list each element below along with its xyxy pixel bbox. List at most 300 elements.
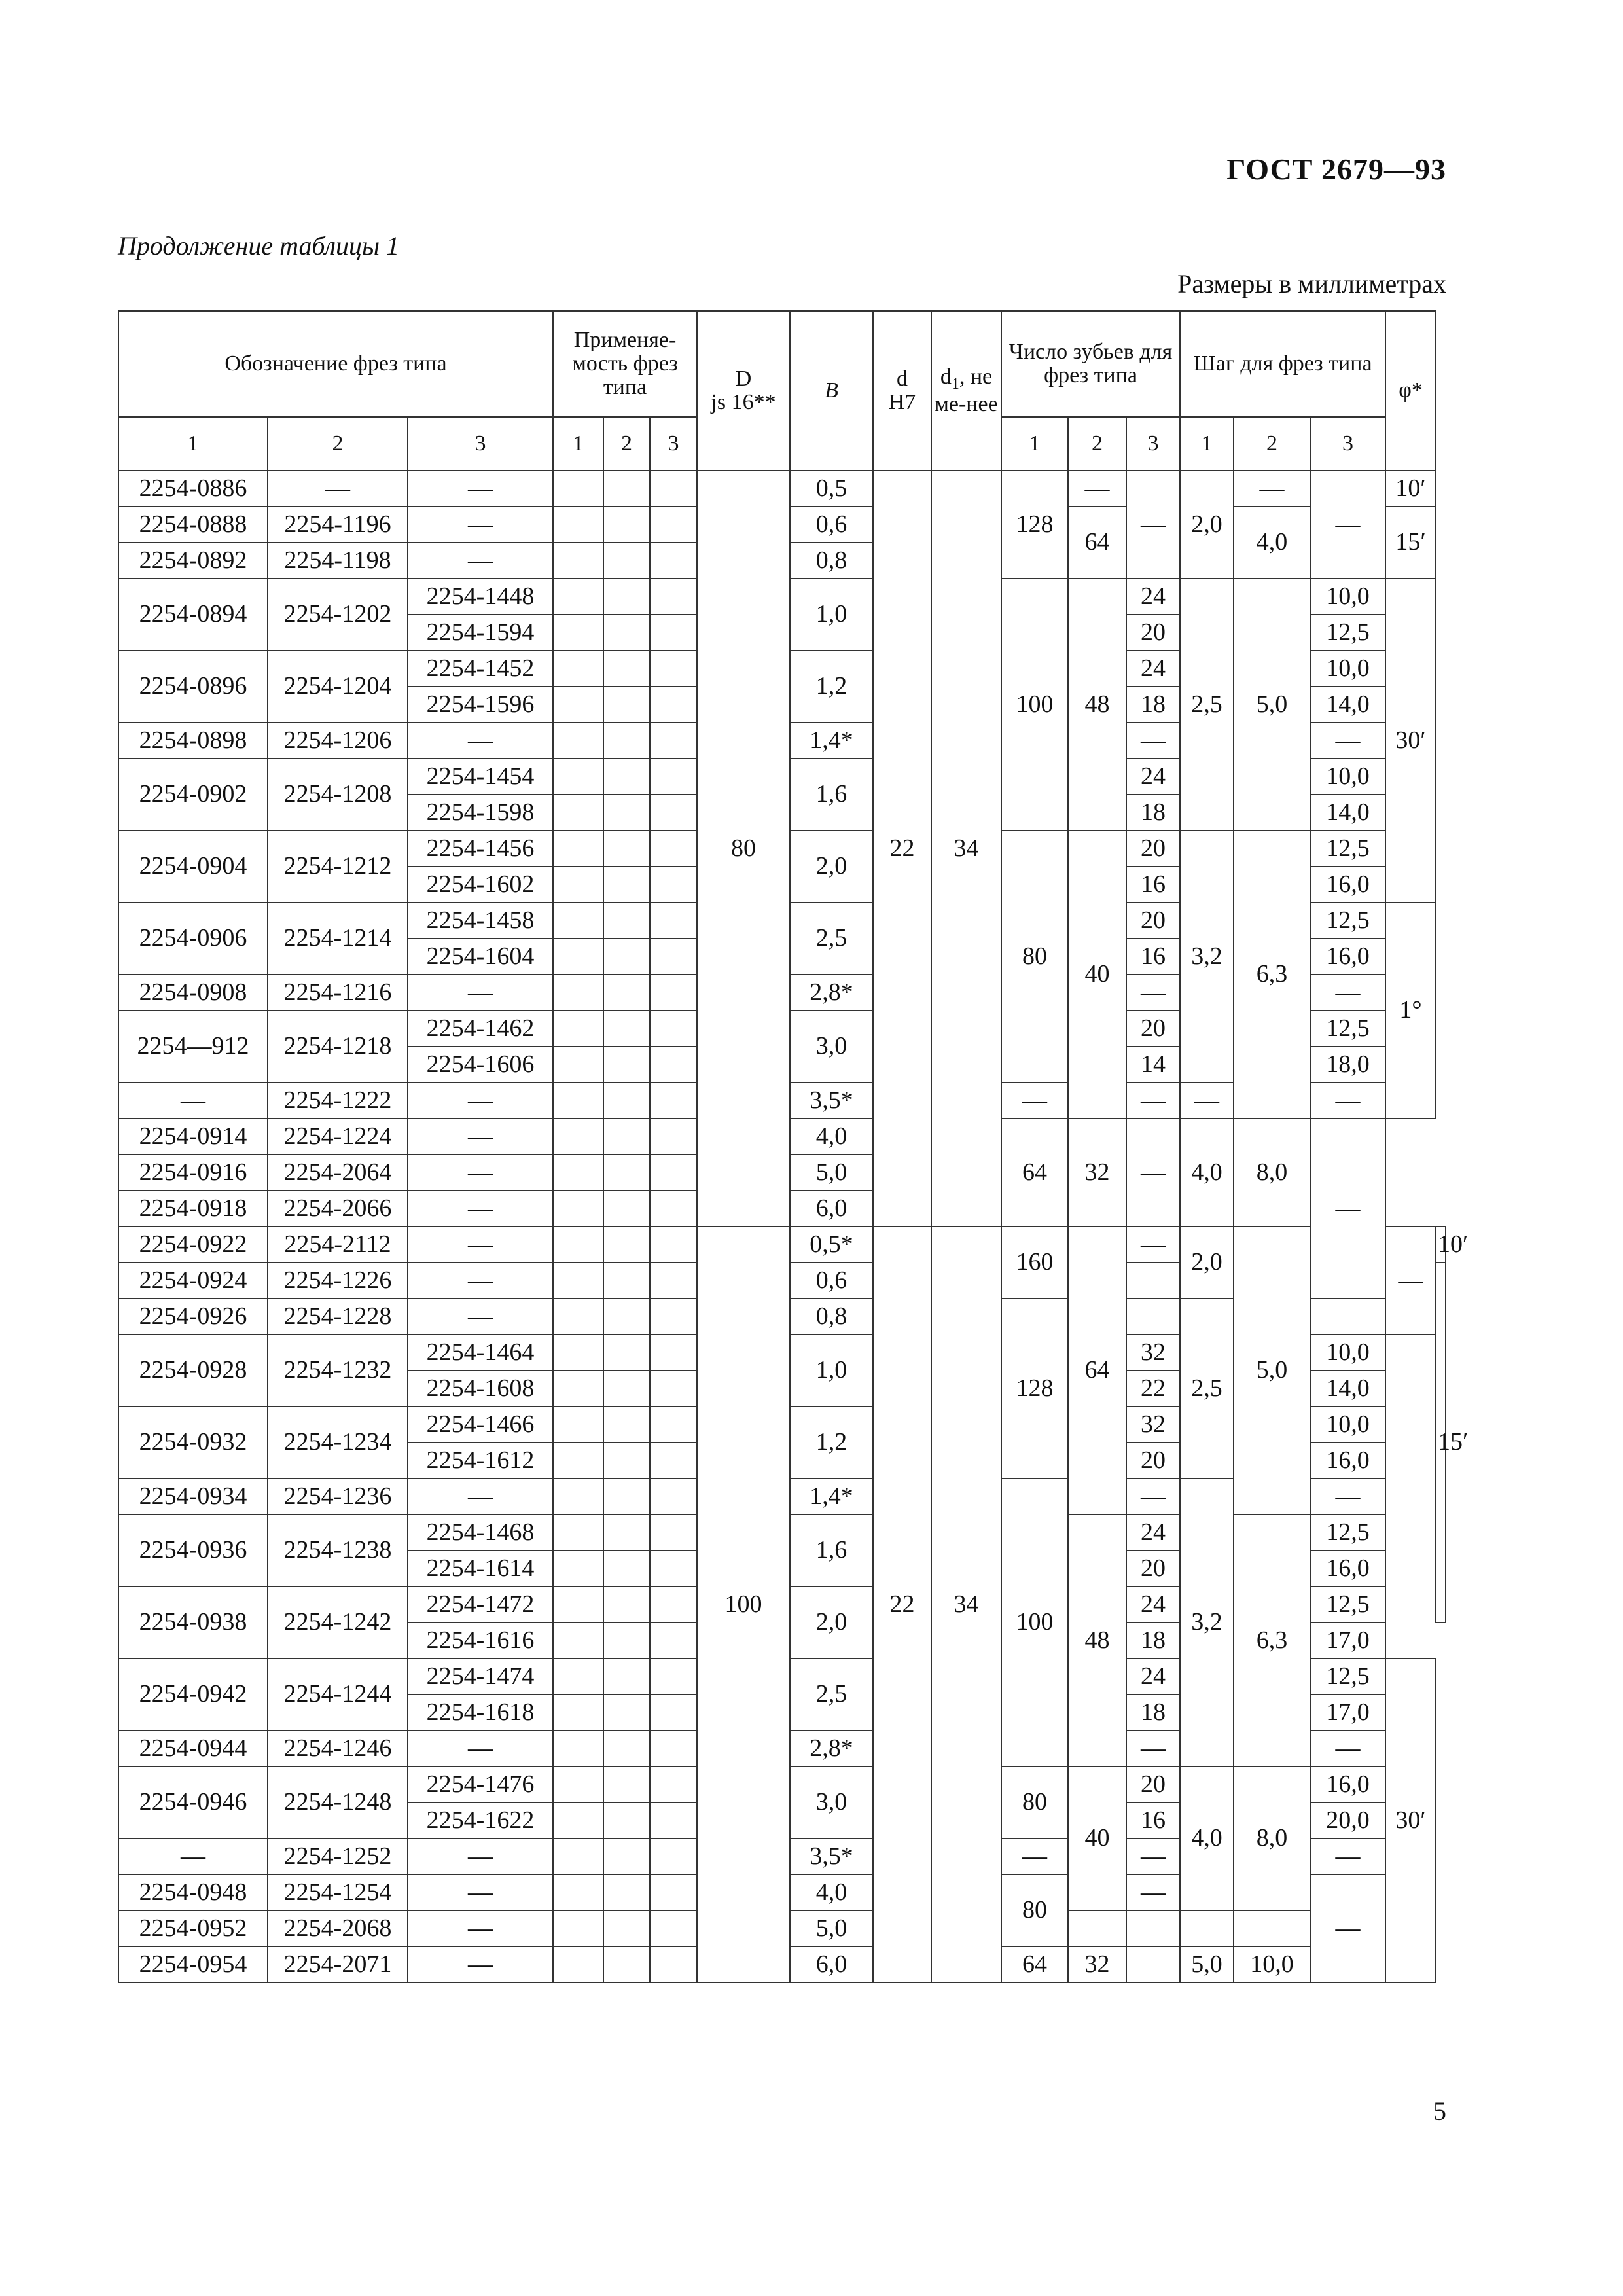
cell-app1 (553, 1371, 603, 1407)
cell-type3: 2254-1598 (408, 795, 553, 831)
cell-app3 (650, 615, 697, 651)
cell-B: 2,5 (790, 1659, 873, 1731)
cell-app2 (603, 795, 650, 831)
cell-app3 (650, 1839, 697, 1874)
header-D-symbol: D (735, 367, 752, 391)
cell-B: 6,0 (790, 1191, 873, 1227)
cell-teeth1: 80 (1001, 1874, 1068, 1946)
cell-teeth3 (1126, 1299, 1180, 1335)
cell-type2: 2254-1198 (268, 543, 408, 579)
cell-app3 (650, 903, 697, 939)
cell-app1 (553, 1623, 603, 1659)
cell-type1: 2254-0904 (118, 831, 268, 903)
cell-type2: 2254-1202 (268, 579, 408, 651)
cell-app2 (603, 1910, 650, 1946)
cell-app3 (650, 1695, 697, 1731)
cell-teeth3: 24 (1126, 579, 1180, 615)
cell-pitch3: 12,5 (1310, 615, 1385, 651)
cell-app1 (553, 1227, 603, 1263)
cell-type3: 2254-1464 (408, 1335, 553, 1371)
header-d1-symbol: d (940, 365, 952, 389)
cell-type2: 2254-2064 (268, 1155, 408, 1191)
cell-pitch2: — (1234, 471, 1310, 507)
cell-app3 (650, 1335, 697, 1371)
cell-app3 (650, 1263, 697, 1299)
cell-app2 (603, 471, 650, 507)
cell-app3 (650, 1299, 697, 1335)
cell-app3 (650, 1587, 697, 1623)
cell-type3: — (408, 471, 553, 507)
cell-type2: 2254-1248 (268, 1767, 408, 1839)
cell-app1 (553, 1587, 603, 1623)
header-phi: φ* (1385, 311, 1436, 471)
cell-pitch1: 5,0 (1180, 1946, 1234, 1982)
cell-pitch3: 10,0 (1310, 1407, 1385, 1443)
cell-B: 5,0 (790, 1155, 873, 1191)
header-row-1 (118, 311, 1446, 417)
cell-app2 (603, 1371, 650, 1407)
cell-teeth3: 20 (1126, 1443, 1180, 1479)
cell-pitch3: — (1310, 1874, 1385, 1982)
cell-app1 (553, 1083, 603, 1119)
cell-type3: — (408, 1227, 553, 1263)
cell-teeth1: 160 (1001, 1227, 1068, 1299)
cell-app1 (553, 1263, 603, 1299)
cell-teeth1: 100 (1001, 579, 1068, 831)
cell-teeth3: 14 (1126, 1047, 1180, 1083)
cell-app1 (553, 1407, 603, 1443)
cell-teeth2: 48 (1068, 579, 1126, 831)
cell-B: 0,5 (790, 471, 873, 507)
cell-type2: 2254-1242 (268, 1587, 408, 1659)
cell-app2 (603, 1407, 650, 1443)
cell-type3: 2254-1616 (408, 1623, 553, 1659)
cell-app3 (650, 1946, 697, 1982)
header-B: B (790, 311, 873, 471)
header-app-3: 3 (650, 417, 697, 471)
cell-app1 (553, 1803, 603, 1839)
cell-app1 (553, 759, 603, 795)
cell-app2 (603, 687, 650, 723)
cell-pitch3: 12,5 (1310, 1011, 1385, 1047)
cell-pitch3: 12,5 (1310, 903, 1385, 939)
cell-type3: — (408, 1119, 553, 1155)
cell-type1: 2254-0888 (118, 507, 268, 543)
cell-app2 (603, 1047, 650, 1083)
cell-type1: 2254-0954 (118, 1946, 268, 1982)
cell-teeth3: 18 (1126, 1623, 1180, 1659)
header-d-tolerance: H7 (888, 390, 916, 414)
cell-type2: 2254-1218 (268, 1011, 408, 1083)
cell-type1: 2254-0894 (118, 579, 268, 651)
cell-type3: — (408, 1263, 553, 1299)
cell-pitch3: 16,0 (1310, 1767, 1385, 1803)
cell-phi: 30′ (1385, 1659, 1436, 1982)
cell-app1 (553, 867, 603, 903)
cell-app1 (553, 1551, 603, 1587)
cell-type2: 2254-2071 (268, 1946, 408, 1982)
cell-type1: 2254-0948 (118, 1874, 268, 1910)
cell-type1: 2254-0918 (118, 1191, 268, 1227)
cell-app1 (553, 1011, 603, 1047)
cell-type1: 2254-0936 (118, 1515, 268, 1587)
header-teeth-1: 1 (1001, 417, 1068, 471)
cell-app2 (603, 759, 650, 795)
cell-B: 0,8 (790, 543, 873, 579)
cell-type3: 2254-1462 (408, 1011, 553, 1047)
cell-type3: 2254-1458 (408, 903, 553, 939)
cell-type3: 2254-1618 (408, 1695, 553, 1731)
cell-d1: 34 (931, 1227, 1001, 1982)
cell-type1: 2254-0928 (118, 1335, 268, 1407)
cell-pitch3: 12,5 (1310, 831, 1385, 867)
cell-pitch3: 14,0 (1310, 795, 1385, 831)
cell-app1 (553, 543, 603, 579)
cell-type3: — (408, 723, 553, 759)
cell-type2: 2254-1234 (268, 1407, 408, 1479)
cell-app3 (650, 651, 697, 687)
cell-pitch2: 8,0 (1234, 1767, 1310, 1910)
cell-app3 (650, 543, 697, 579)
header-D (697, 311, 790, 471)
cell-pitch2: 5,0 (1234, 1227, 1310, 1515)
cell-type1: 2254-0938 (118, 1587, 268, 1659)
cell-app3 (650, 939, 697, 975)
cell-app3 (650, 471, 697, 507)
cell-teeth2: 32 (1068, 1119, 1126, 1227)
cell-B: 0,6 (790, 507, 873, 543)
cell-teeth3: 20 (1126, 1011, 1180, 1047)
cell-app2 (603, 831, 650, 867)
cell-type2: — (268, 471, 408, 507)
cell-app2 (603, 1731, 650, 1767)
cell-B: 6,0 (790, 1946, 873, 1982)
cell-pitch3: 10,0 (1310, 651, 1385, 687)
cell-teeth3: 24 (1126, 1659, 1180, 1695)
cell-teeth2: — (1068, 471, 1126, 507)
units-note: Размеры в миллиметрах (1177, 269, 1446, 298)
cell-teeth3: 32 (1126, 1335, 1180, 1371)
cell-app2 (603, 1767, 650, 1803)
cell-app1 (553, 1335, 603, 1371)
cell-app3 (650, 1119, 697, 1155)
cell-type1: 2254-0916 (118, 1155, 268, 1191)
cell-type3: — (408, 1083, 553, 1119)
cell-phi: 30′ (1385, 579, 1436, 903)
cell-type1: 2254-0932 (118, 1407, 268, 1479)
cell-app2 (603, 1011, 650, 1047)
cell-teeth3: — (1126, 1874, 1180, 1910)
cell-app1 (553, 1767, 603, 1803)
cell-app1 (553, 795, 603, 831)
cell-type3: 2254-1622 (408, 1803, 553, 1839)
cell-type3: 2254-1472 (408, 1587, 553, 1623)
cell-pitch1: 2,5 (1180, 1299, 1234, 1479)
cell-B: 4,0 (790, 1119, 873, 1155)
cell-type1: — (118, 1083, 268, 1119)
cell-pitch2: 5,0 (1234, 579, 1310, 831)
cell-type3: — (408, 507, 553, 543)
cell-B: 2,0 (790, 831, 873, 903)
cell-pitch1: 2,0 (1180, 471, 1234, 579)
cell-type1: 2254-0944 (118, 1731, 268, 1767)
cell-type3: 2254-1452 (408, 651, 553, 687)
cell-teeth3: 18 (1126, 795, 1180, 831)
cell-pitch3: 16,0 (1310, 1551, 1385, 1587)
cell-app3 (650, 507, 697, 543)
cell-app3 (650, 1910, 697, 1946)
cell-teeth1: 64 (1001, 1119, 1068, 1227)
header-D-tolerance: js 16** (711, 390, 776, 414)
header-d1 (931, 311, 1001, 471)
cell-pitch2 (1234, 1910, 1310, 1946)
cell-app2 (603, 1443, 650, 1479)
cell-teeth3 (1126, 1263, 1180, 1299)
header-teeth: Число зубьев для фрез типа (1001, 311, 1180, 417)
cell-B: 4,0 (790, 1874, 873, 1910)
cell-type3: 2254-1468 (408, 1515, 553, 1551)
cell-B: 1,2 (790, 651, 873, 723)
cell-pitch3: 17,0 (1310, 1623, 1385, 1659)
cell-app1 (553, 1479, 603, 1515)
header-pitch: Шаг для фрез типа (1180, 311, 1385, 417)
cell-app1 (553, 1910, 603, 1946)
cell-type3: 2254-1602 (408, 867, 553, 903)
cell-app2 (603, 1551, 650, 1587)
cell-type3: 2254-1448 (408, 579, 553, 615)
cell-type2: 2254-1246 (268, 1731, 408, 1767)
cell-type1: 2254-0898 (118, 723, 268, 759)
cell-teeth3: — (1126, 1479, 1180, 1515)
cell-app2 (603, 1659, 650, 1695)
header-type-1: 1 (118, 417, 268, 471)
cell-type3: — (408, 1874, 553, 1910)
cell-pitch3: 16,0 (1310, 1443, 1385, 1479)
cell-type3: — (408, 1910, 553, 1946)
cell-type1: 2254-0926 (118, 1299, 268, 1335)
cell-type3: 2254-1596 (408, 687, 553, 723)
header-designation: Обозначение фрез типа (118, 311, 553, 417)
cell-type2: 2254-2068 (268, 1910, 408, 1946)
cell-type3: 2254-1608 (408, 1371, 553, 1407)
cell-app1 (553, 975, 603, 1011)
cell-teeth3: 18 (1126, 687, 1180, 723)
cell-app3 (650, 1155, 697, 1191)
cell-type3: 2254-1476 (408, 1767, 553, 1803)
cell-app1 (553, 903, 603, 939)
cell-type1: 2254-0896 (118, 651, 268, 723)
cell-pitch3: 10,0 (1310, 1335, 1385, 1371)
cell-app2 (603, 723, 650, 759)
cell-pitch3: 17,0 (1310, 1695, 1385, 1731)
cell-app2 (603, 1803, 650, 1839)
cell-app2 (603, 975, 650, 1011)
cell-pitch2: 6,3 (1234, 831, 1310, 1119)
cell-teeth3 (1126, 1946, 1180, 1982)
cell-app1 (553, 651, 603, 687)
cell-type1: 2254-0886 (118, 471, 268, 507)
cell-pitch3: 10,0 (1310, 759, 1385, 795)
cell-teeth1: — (1001, 1083, 1068, 1119)
cell-teeth2: 64 (1068, 1227, 1126, 1515)
cell-type2: 2254-1216 (268, 975, 408, 1011)
cell-app1 (553, 1839, 603, 1874)
cell-app1 (553, 1191, 603, 1227)
cell-app3 (650, 1479, 697, 1515)
header-applicability: Применяе-мость фрез типа (553, 311, 697, 417)
cell-type3: — (408, 1946, 553, 1982)
cell-B: 2,5 (790, 903, 873, 975)
cell-app1 (553, 1299, 603, 1335)
cell-teeth1: 128 (1001, 471, 1068, 579)
cell-app3 (650, 1083, 697, 1119)
cell-type2: 2254-1206 (268, 723, 408, 759)
cell-app1 (553, 1695, 603, 1731)
header-d1-subscript: 1 (951, 375, 959, 393)
cell-app1 (553, 1946, 603, 1982)
cell-app2 (603, 507, 650, 543)
cell-B: 1,0 (790, 1335, 873, 1407)
cell-app3 (650, 867, 697, 903)
cell-app3 (650, 1515, 697, 1551)
cell-teeth3: 20 (1126, 831, 1180, 867)
cell-pitch1: 2,5 (1180, 579, 1234, 831)
cell-B: 3,5* (790, 1839, 873, 1874)
cell-teeth3: 18 (1126, 1695, 1180, 1731)
cell-B: 3,5* (790, 1083, 873, 1119)
cell-type3: 2254-1604 (408, 939, 553, 975)
cell-B: 1,0 (790, 579, 873, 651)
cell-teeth3: 24 (1126, 759, 1180, 795)
cell-app1 (553, 579, 603, 615)
cell-D: 80 (697, 471, 790, 1227)
cell-app1 (553, 615, 603, 651)
cell-type1: — (118, 1839, 268, 1874)
header-app-2: 2 (603, 417, 650, 471)
header-type-2: 2 (268, 417, 408, 471)
cell-teeth3: — (1126, 975, 1180, 1011)
cell-app3 (650, 579, 697, 615)
cell-app3 (650, 831, 697, 867)
cell-type2: 2254-1204 (268, 651, 408, 723)
cell-type3: 2254-1466 (408, 1407, 553, 1443)
cell-teeth3: 20 (1126, 615, 1180, 651)
cell-type3: 2254-1614 (408, 1551, 553, 1587)
cell-app3 (650, 1659, 697, 1695)
cell-app2 (603, 1227, 650, 1263)
cell-teeth2: 64 (1068, 507, 1126, 579)
cell-app3 (650, 795, 697, 831)
cell-app2 (603, 1946, 650, 1982)
cell-pitch1: 3,2 (1180, 831, 1234, 1083)
cell-teeth1: 80 (1001, 831, 1068, 1083)
cell-teeth1: — (1001, 1839, 1068, 1874)
cell-pitch2: 8,0 (1234, 1119, 1310, 1227)
cell-phi: 10′ (1385, 471, 1436, 507)
cell-pitch3: — (1310, 1839, 1385, 1874)
cell-phi: 15′ (1436, 1263, 1446, 1623)
cell-type3: — (408, 543, 553, 579)
header-pitch-2: 2 (1234, 417, 1310, 471)
cell-pitch2: 6,3 (1234, 1515, 1310, 1767)
cell-type1: 2254-0946 (118, 1767, 268, 1839)
cell-pitch3: — (1310, 1083, 1385, 1119)
cell-teeth3: — (1126, 471, 1180, 579)
cell-type2: 2254-1228 (268, 1299, 408, 1335)
cell-app2 (603, 903, 650, 939)
cell-app2 (603, 651, 650, 687)
cell-app2 (603, 1623, 650, 1659)
cell-teeth3: 20 (1126, 1551, 1180, 1587)
cell-app2 (603, 1839, 650, 1874)
cell-type3: 2254-1612 (408, 1443, 553, 1479)
cell-type1: 2254-0922 (118, 1227, 268, 1263)
cell-type3: — (408, 1299, 553, 1335)
cell-pitch3: 14,0 (1310, 687, 1385, 723)
cell-pitch1: 3,2 (1180, 1479, 1234, 1767)
cell-type1: 2254-0892 (118, 543, 268, 579)
cell-B: 0,8 (790, 1299, 873, 1335)
cell-pitch3: — (1310, 1119, 1385, 1299)
cell-teeth3: — (1126, 1083, 1180, 1119)
cell-app2 (603, 867, 650, 903)
cell-teeth3: — (1126, 723, 1180, 759)
cell-d1: 34 (931, 471, 1001, 1227)
cell-type2: 2254-2066 (268, 1191, 408, 1227)
cell-app1 (553, 1659, 603, 1695)
cell-teeth3: 24 (1126, 651, 1180, 687)
cell-type3: — (408, 1731, 553, 1767)
cell-app3 (650, 1443, 697, 1479)
cell-type2: 2254-2112 (268, 1227, 408, 1263)
cell-app2 (603, 1335, 650, 1371)
cell-app2 (603, 939, 650, 975)
cell-B: 3,0 (790, 1011, 873, 1083)
cell-type2: 2254-1212 (268, 831, 408, 903)
cell-B: 0,6 (790, 1263, 873, 1299)
cell-app3 (650, 1407, 697, 1443)
cell-type1: 2254-0924 (118, 1263, 268, 1299)
header-pitch-1: 1 (1180, 417, 1234, 471)
cell-teeth3: 16 (1126, 867, 1180, 903)
cell-pitch3: — (1310, 471, 1385, 579)
standard-number: ГОСТ 2679—93 (1226, 152, 1446, 186)
cell-type3: — (408, 1155, 553, 1191)
cell-app3 (650, 1371, 697, 1407)
cell-teeth3: 32 (1126, 1407, 1180, 1443)
cell-pitch3: — (1310, 975, 1385, 1011)
cell-phi: 10′ (1436, 1227, 1446, 1263)
cell-teeth3: 16 (1126, 939, 1180, 975)
cell-teeth1: 64 (1001, 1946, 1068, 1982)
cell-type2: 2254-1244 (268, 1659, 408, 1731)
cutters-table (118, 310, 1469, 1983)
cell-app1 (553, 1155, 603, 1191)
cell-teeth2: 40 (1068, 831, 1126, 1119)
cell-pitch3: 12,5 (1310, 1587, 1385, 1623)
cell-app2 (603, 1263, 650, 1299)
cell-pitch3: 14,0 (1310, 1371, 1385, 1407)
cell-type1: 2254-0914 (118, 1119, 268, 1155)
cell-app3 (650, 975, 697, 1011)
cell-pitch3: 20,0 (1310, 1803, 1385, 1839)
cell-app3 (650, 1731, 697, 1767)
cell-type3: 2254-1474 (408, 1659, 553, 1695)
header-teeth-2: 2 (1068, 417, 1126, 471)
cell-type2: 2254-1232 (268, 1335, 408, 1407)
cell-phi: 1° (1385, 903, 1436, 1119)
cell-pitch3: 12,5 (1310, 1659, 1385, 1695)
